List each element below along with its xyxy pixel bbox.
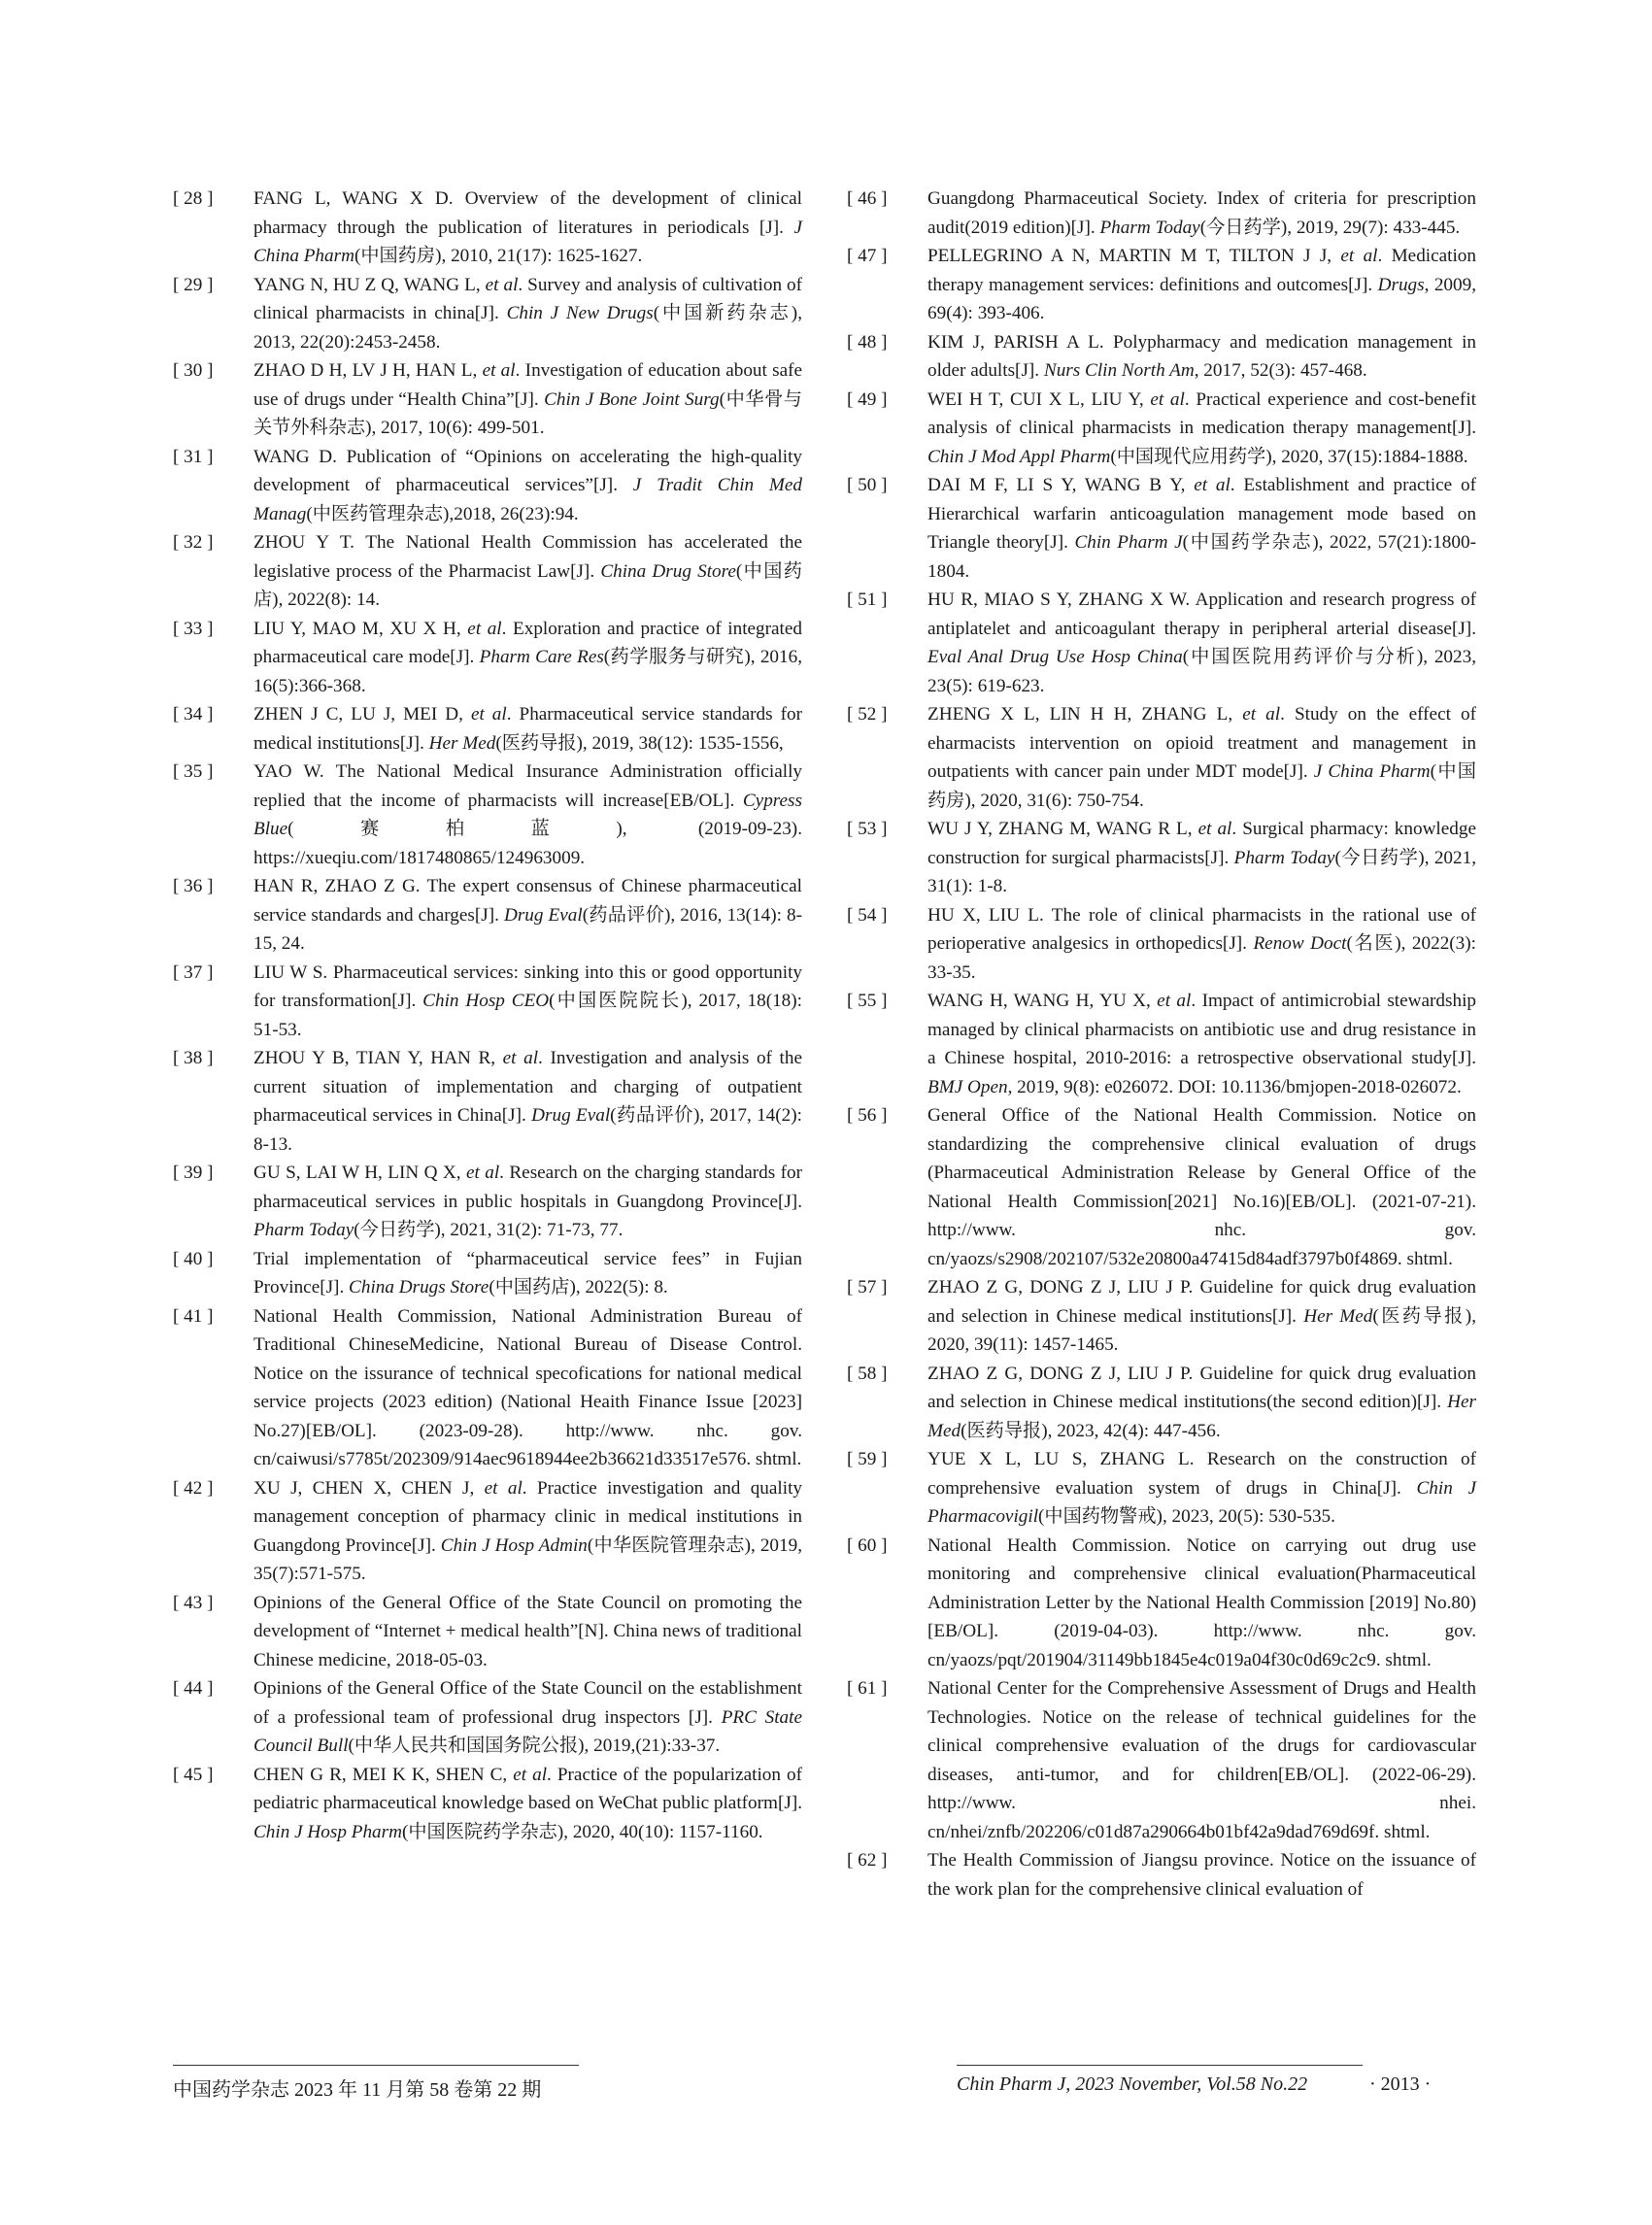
reference-number: [ 38 ]	[173, 1048, 214, 1068]
reference-item	[173, 758, 802, 872]
reference-text: FANG L, WANG X D. Overview of the development of clinical pharmacy through the publication of literatures in periodicals [J]. J China Pharm(中国药房), 2010, 21(17): 1625-1627.	[253, 188, 802, 266]
reference-number: [ 33 ]	[173, 618, 214, 639]
reference-number: [ 54 ]	[847, 904, 888, 926]
reference-item	[847, 1273, 1476, 1360]
reference-text: PELLEGRINO A N, MARTIN M T, TILTON J J, et al. Medication therapy management services: definitions and outcomes[J]. Drugs, 2009, 69(4): 393-406.	[927, 246, 1477, 323]
reference-number: [ 36 ]	[173, 876, 214, 896]
reference-item	[173, 271, 802, 357]
reference-item	[847, 386, 1476, 472]
reference-number: [ 41 ]	[173, 1305, 214, 1327]
reference-item	[847, 1846, 1476, 1904]
reference-item	[173, 1159, 802, 1245]
reference-item	[173, 959, 802, 1045]
reference-text: KIM J, PARISH A L. Polypharmacy and medication management in older adults[J]. Nurs Clin North Am, 2017, 52(3): 457-468.	[927, 331, 1476, 381]
reference-item	[847, 901, 1476, 988]
reference-item	[173, 443, 802, 529]
reference-item	[847, 185, 1476, 242]
reference-number: [ 53 ]	[847, 819, 888, 839]
reference-number: [ 58 ]	[847, 1363, 888, 1384]
reference-list-right	[847, 185, 1476, 1904]
reference-number: [ 46 ]	[847, 188, 888, 209]
footer-rule-left	[173, 2065, 579, 2066]
reference-text: National Health Commission. Notice on carrying out drug use monitoring and comprehensive clinical evaluation(Pharmaceutical Administration Letter by the National Health Commission [2019] No.80)[EB/OL]. (2019-04-03). http://www. nhc. gov. cn/yaozs/pqt/201904/31149bb1845e4c019a04f30c0d69c2c9. shtml.	[927, 1534, 1476, 1670]
reference-text: WANG D. Publication of “Opinions on accelerating the high-quality development of pharmaceutical services”[J]. J Tradit Chin Med Manag(中医药管理杂志),2018, 26(23):94.	[253, 446, 802, 524]
reference-number: [ 42 ]	[173, 1477, 214, 1499]
reference-item	[847, 1101, 1476, 1273]
reference-item	[173, 1674, 802, 1761]
reference-text: DAI M F, LI S Y, WANG B Y, et al. Establishment and practice of Hierarchical warfarin anticoagulation management mode based on Triangle theory[J]. Chin Pharm J(中国药学杂志), 2022, 57(21):1800-1804.	[927, 475, 1476, 582]
reference-number: [ 34 ]	[173, 704, 214, 725]
reference-number: [ 47 ]	[847, 246, 888, 266]
reference-item	[173, 356, 802, 443]
reference-number: [ 52 ]	[847, 704, 888, 725]
reference-text: General Office of the National Health Commission. Notice on standardizing the comprehensive clinical evaluation of drugs (Pharmaceutical Administration Release by General Office of the National Health Commission[2021] No.16)[EB/OL]. (2021-07-21). http://www. nhc. gov. cn/yaozs/s2908/202107/532e20800a47415d84adf3797b0f4869. shtml.	[927, 1105, 1476, 1269]
reference-number: [ 48 ]	[847, 331, 888, 353]
reference-number: [ 62 ]	[847, 1850, 888, 1871]
reference-number: [ 43 ]	[173, 1592, 214, 1613]
footer-journal-cn: 中国药学杂志 2023 年 11 月第 58 卷第 22 期	[173, 2079, 542, 2101]
reference-item	[173, 1302, 802, 1474]
reference-item	[847, 700, 1476, 815]
reference-number: [ 61 ]	[847, 1678, 888, 1699]
reference-number: [ 30 ]	[173, 360, 214, 381]
reference-item	[173, 1589, 802, 1675]
reference-text: ZHAO Z G, DONG Z J, LIU J P. Guideline for quick drug evaluation and selection in Chinese medical institutions[J]. Her Med(医药导报), 2020, 39(11): 1457-1465.	[927, 1277, 1476, 1355]
reference-text: Opinions of the General Office of the State Council on the establishment of a professional team of professional drug inspectors [J]. PRC State Council Bull(中华人民共和国国务院公报), 2019,(21):33-37.	[253, 1678, 802, 1756]
reference-number: [ 35 ]	[173, 761, 214, 782]
reference-item	[173, 1245, 802, 1302]
reference-text: The Health Commission of Jiangsu province. Notice on the issuance of the work plan for the comprehensive clinical evaluation of	[927, 1850, 1476, 1900]
reference-text: HU X, LIU L. The role of clinical pharmacists in the rational use of perioperative analgesics in orthopedics[J]. Renow Doct(名医), 2022(3): 33-35.	[927, 904, 1476, 983]
reference-text: Guangdong Pharmaceutical Society. Index of criteria for prescription audit(2019 edition)[J]. Pharm Today(今日药学), 2019, 29(7): 433-445.	[927, 188, 1476, 238]
reference-number: [ 56 ]	[847, 1105, 888, 1126]
reference-number: [ 32 ]	[173, 532, 214, 553]
reference-number: [ 39 ]	[173, 1163, 214, 1183]
reference-text: ZHOU Y T. The National Health Commission has accelerated the legislative process of the Pharmacist Law[J]. China Drug Store(中国药店), 2022(8): 14.	[253, 532, 802, 610]
reference-text: ZHOU Y B, TIAN Y, HAN R, et al. Investigation and analysis of the current situation of implementation and charging of outpatient pharmaceutical services in China[J]. Drug Eval(药品评价), 2017, 14(2): 8-13.	[253, 1048, 802, 1155]
reference-number: [ 29 ]	[173, 274, 214, 295]
reference-number: [ 45 ]	[173, 1764, 214, 1785]
reference-item	[847, 1445, 1476, 1532]
reference-number: [ 59 ]	[847, 1449, 888, 1469]
reference-item	[173, 1474, 802, 1589]
reference-item	[847, 242, 1476, 328]
reference-number: [ 51 ]	[847, 590, 888, 610]
reference-list-left	[173, 185, 802, 1846]
reference-text: YANG N, HU Z Q, WANG L, et al. Survey and analysis of cultivation of clinical pharmacists in china[J]. Chin J New Drugs(中国新药杂志), 2013, 22(20):2453-2458.	[253, 274, 802, 353]
reference-number: [ 40 ]	[173, 1248, 214, 1269]
reference-item	[173, 1761, 802, 1847]
reference-text: XU J, CHEN X, CHEN J, et al. Practice investigation and quality management conception of pharmacy clinic in medical institutions in Guangdong Province[J]. Chin J Hosp Admin(中华医院管理杂志), 2019, 35(7):571-575.	[253, 1477, 803, 1584]
reference-number: [ 44 ]	[173, 1678, 214, 1699]
reference-text: LIU W S. Pharmaceutical services: sinking into this or good opportunity for transformation[J]. Chin Hosp CEO(中国医院院长), 2017, 18(18): 51-53.	[253, 961, 802, 1040]
reference-text: Opinions of the General Office of the State Council on promoting the development of “Internet + medical health”[N]. China news of traditional Chinese medicine, 2018-05-03.	[253, 1592, 802, 1670]
reference-text: WEI H T, CUI X L, LIU Y, et al. Practical experience and cost-benefit analysis of clinical pharmacists in medication therapy management[J]. Chin J Mod Appl Pharm(中国现代应用药学), 2020, 37(15):1884-1888.	[927, 388, 1476, 467]
reference-text: YAO W. The National Medical Insurance Administration officially replied that the income of pharmacists will increase[EB/OL]. Cypress Blue(赛柏蓝), (2019-09-23). https://xueqiu.com/1817480865/124963009.	[253, 761, 802, 868]
reference-item	[847, 586, 1476, 700]
reference-number: [ 37 ]	[173, 961, 214, 983]
reference-number: [ 57 ]	[847, 1277, 888, 1298]
footer-journal-en: Chin Pharm J, 2023 November, Vol.58 No.22	[957, 2073, 1308, 2095]
reference-text: YUE X L, LU S, ZHANG L. Research on the construction of comprehensive evaluation system of drugs in China[J]. Chin J Pharmacovigil(中国药物警戒), 2023, 20(5): 530-535.	[927, 1449, 1476, 1527]
reference-item	[847, 1360, 1476, 1446]
reference-item	[847, 815, 1476, 901]
reference-text: ZHAO D H, LV J H, HAN L, et al. Investigation of education about safe use of drugs under “Health China”[J]. Chin J Bone Joint Surg(中华骨与关节外科杂志), 2017, 10(6): 499-501.	[253, 360, 802, 438]
reference-number: [ 28 ]	[173, 188, 214, 209]
reference-item	[847, 328, 1476, 386]
reference-text: HAN R, ZHAO Z G. The expert consensus of Chinese pharmaceutical service standards and charges[J]. Drug Eval(药品评价), 2016, 13(14): 8-15, 24.	[253, 876, 802, 954]
reference-text: WU J Y, ZHANG M, WANG R L, et al. Surgical pharmacy: knowledge construction for surgical pharmacists[J]. Pharm Today(今日药学), 2021, 31(1): 1-8.	[927, 819, 1476, 896]
reference-text: National Center for the Comprehensive Assessment of Drugs and Health Technologies. Notice on the release of technical guidelines for the clinical comprehensive evaluation of the drugs for cardiovascular diseases, anti-tumor, and for children[EB/OL]. (2022-06-29). http://www. nhei. cn/nhei/znfb/202206/c01d87a290664b01bf42a9dad769d69f. shtml.	[927, 1678, 1476, 1842]
reference-item	[173, 615, 802, 701]
footer-rule-right	[957, 2065, 1363, 2066]
reference-text: Trial implementation of “pharmaceutical service fees” in Fujian Province[J]. China Drugs Store(中国药店), 2022(5): 8.	[253, 1248, 802, 1298]
reference-item	[173, 872, 802, 959]
reference-text: LIU Y, MAO M, XU X H, et al. Exploration and practice of integrated pharmaceutical care mode[J]. Pharm Care Res(药学服务与研究), 2016, 16(5):366-368.	[253, 618, 802, 696]
reference-item	[173, 700, 802, 758]
reference-item	[173, 528, 802, 615]
reference-text: WANG H, WANG H, YU X, et al. Impact of antimicrobial stewardship managed by clinical pharmacists on antibiotic use and drug resistance in a Chinese hospital, 2010-2016: a retrospective observational study[J]. BMJ Open, 2019, 9(8): e026072. DOI: 10.1136/bmjopen-2018-026072.	[927, 991, 1476, 1097]
reference-item	[847, 471, 1476, 586]
reference-item	[173, 185, 802, 271]
reference-number: [ 50 ]	[847, 475, 888, 495]
reference-text: ZHENG X L, LIN H H, ZHANG L, et al. Study on the effect of eharmacists intervention on opioid treatment and management in outpatients with cancer pain under MDT mode[J]. J China Pharm(中国药房), 2020, 31(6): 750-754.	[927, 704, 1476, 811]
reference-number: [ 55 ]	[847, 991, 888, 1011]
reference-text: National Health Commission, National Administration Bureau of Traditional ChineseMedicine, National Bureau of Disease Control. Notice on the issurance of technical specofications for national medical service projects (2023 edition) (National Heaith Finance Issue [2023] No.27)[EB/OL]. (2023-09-28). http://www. nhc. gov. cn/caiwusi/s7785t/202309/914aec9618944ee2b36621d33517e576. shtml.	[253, 1305, 802, 1469]
reference-number: [ 60 ]	[847, 1534, 888, 1556]
reference-text: GU S, LAI W H, LIN Q X, et al. Research on the charging standards for pharmaceutical services in public hospitals in Guangdong Province[J]. Pharm Today(今日药学), 2021, 31(2): 71-73, 77.	[253, 1163, 802, 1240]
reference-item	[173, 1044, 802, 1159]
reference-text: CHEN G R, MEI K K, SHEN C, et al. Practice of the popularization of pediatric pharmaceutical knowledge based on WeChat public platform[J]. Chin J Hosp Pharm(中国医院药学杂志), 2020, 40(10): 1157-1160.	[253, 1764, 802, 1842]
reference-item	[847, 1674, 1476, 1846]
page-number: · 2013 ·	[1369, 2073, 1432, 2095]
reference-item	[847, 1532, 1476, 1675]
reference-item	[847, 987, 1476, 1101]
reference-text: ZHEN J C, LU J, MEI D, et al. Pharmaceutical service standards for medical institutions[J]. Her Med(医药导报), 2019, 38(12): 1535-1556,	[253, 704, 802, 754]
reference-number: [ 49 ]	[847, 388, 888, 410]
reference-text: ZHAO Z G, DONG Z J, LIU J P. Guideline for quick drug evaluation and selection in Chinese medical institutions(the second edition)[J]. Her Med(医药导报), 2023, 42(4): 447-456.	[927, 1363, 1476, 1441]
reference-text: HU R, MIAO S Y, ZHANG X W. Application and research progress of antiplatelet and anticoagulant therapy in peripheral arterial disease[J]. Eval Anal Drug Use Hosp China(中国医院用药评价与分析), 2023, 23(5): 619-623.	[927, 590, 1477, 696]
reference-number: [ 31 ]	[173, 446, 214, 467]
